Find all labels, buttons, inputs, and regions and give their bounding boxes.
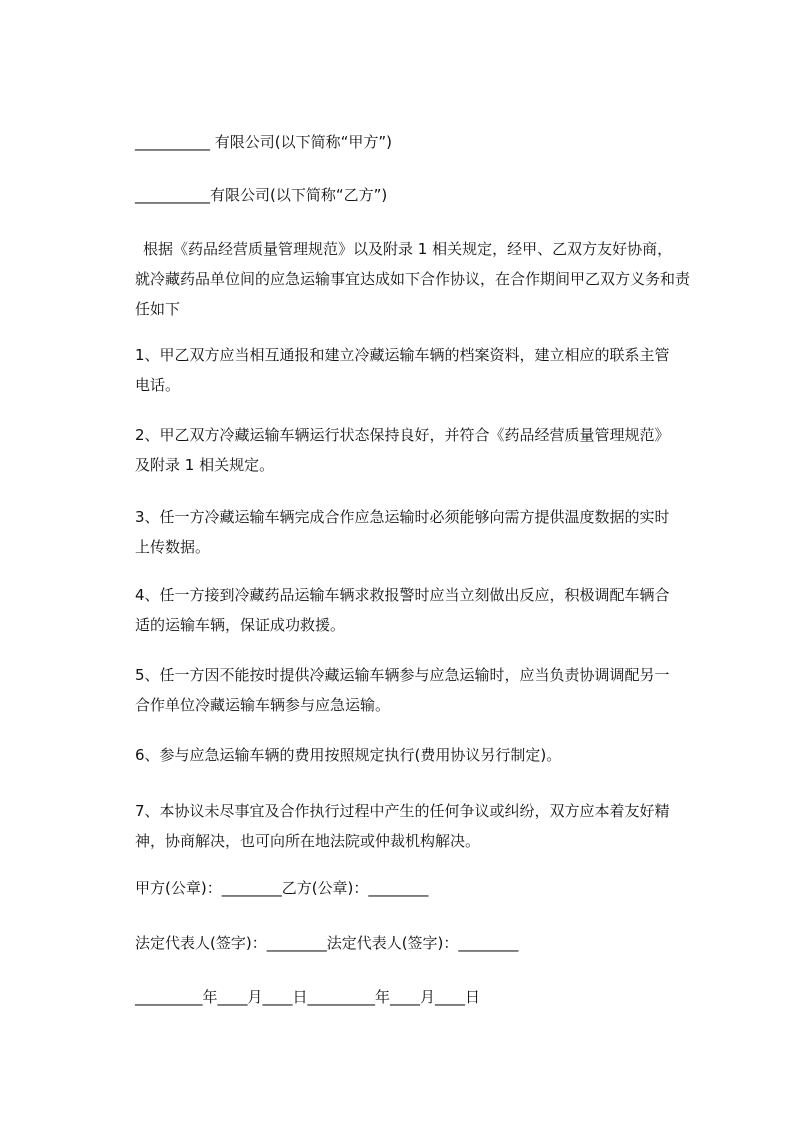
clause-2-line-1: 2、甲乙双方冷藏运输车辆运行状态保持良好，并符合《药品经营质量管理规范》 [135, 426, 670, 444]
representative-line: 法定代表人(签字)：________法定代表人(签字)：________ [135, 934, 519, 952]
clause-5-line-1: 5、任一方因不能按时提供冷藏运输车辆参与应急运输时，应当负责协调调配另一 [135, 666, 670, 684]
party-b-line: __________有限公司(以下简称“乙方”) [135, 186, 388, 204]
intro-line-3: 任如下 [135, 300, 181, 318]
clause-1-line-1: 1、甲乙双方应当相互通报和建立冷藏运输车辆的档案资料，建立相应的联系主管 [135, 346, 670, 364]
clause-3-line-1: 3、任一方冷藏运输车辆完成合作应急运输时必须能够向需方提供温度数据的实时 [135, 508, 670, 526]
intro-line-1: 根据《药品经营质量管理规范》以及附录 1 相关规定，经甲、乙双方友好协商， [143, 240, 673, 258]
date-line: _________年____月____日_________年____月____日 [135, 988, 481, 1006]
clause-7-line-1: 7、本协议未尽事宜及合作执行过程中产生的任何争议或纠纷，双方应本着友好精 [135, 802, 670, 820]
clause-4-line-2: 适的运输车辆，保证成功救援。 [135, 616, 346, 634]
clause-2-line-2: 及附录 1 相关规定。 [135, 456, 275, 474]
clause-5-line-2: 合作单位冷藏运输车辆参与应急运输。 [135, 696, 391, 714]
clause-1-line-2: 电话。 [135, 376, 181, 394]
seal-line: 甲方(公章)：________乙方(公章)：________ [135, 879, 429, 897]
clause-6-line-1: 6、参与应急运输车辆的费用按照规定执行(费用协议另行制定)。 [135, 746, 562, 764]
clause-3-line-2: 上传数据。 [135, 538, 211, 556]
party-a-line: __________ 有限公司(以下简称“甲方”) [135, 133, 393, 151]
intro-line-2: 就冷藏药品单位间的应急运输事宜达成如下合作协议，在合作期间甲乙双方义务和责 [135, 270, 691, 288]
clause-4-line-1: 4、任一方接到冷藏药品运输车辆求救报警时应当立刻做出反应，积极调配车辆合 [135, 586, 670, 604]
clause-7-line-2: 神，协商解决，也可向所在地法院或仲裁机构解决。 [135, 832, 481, 850]
